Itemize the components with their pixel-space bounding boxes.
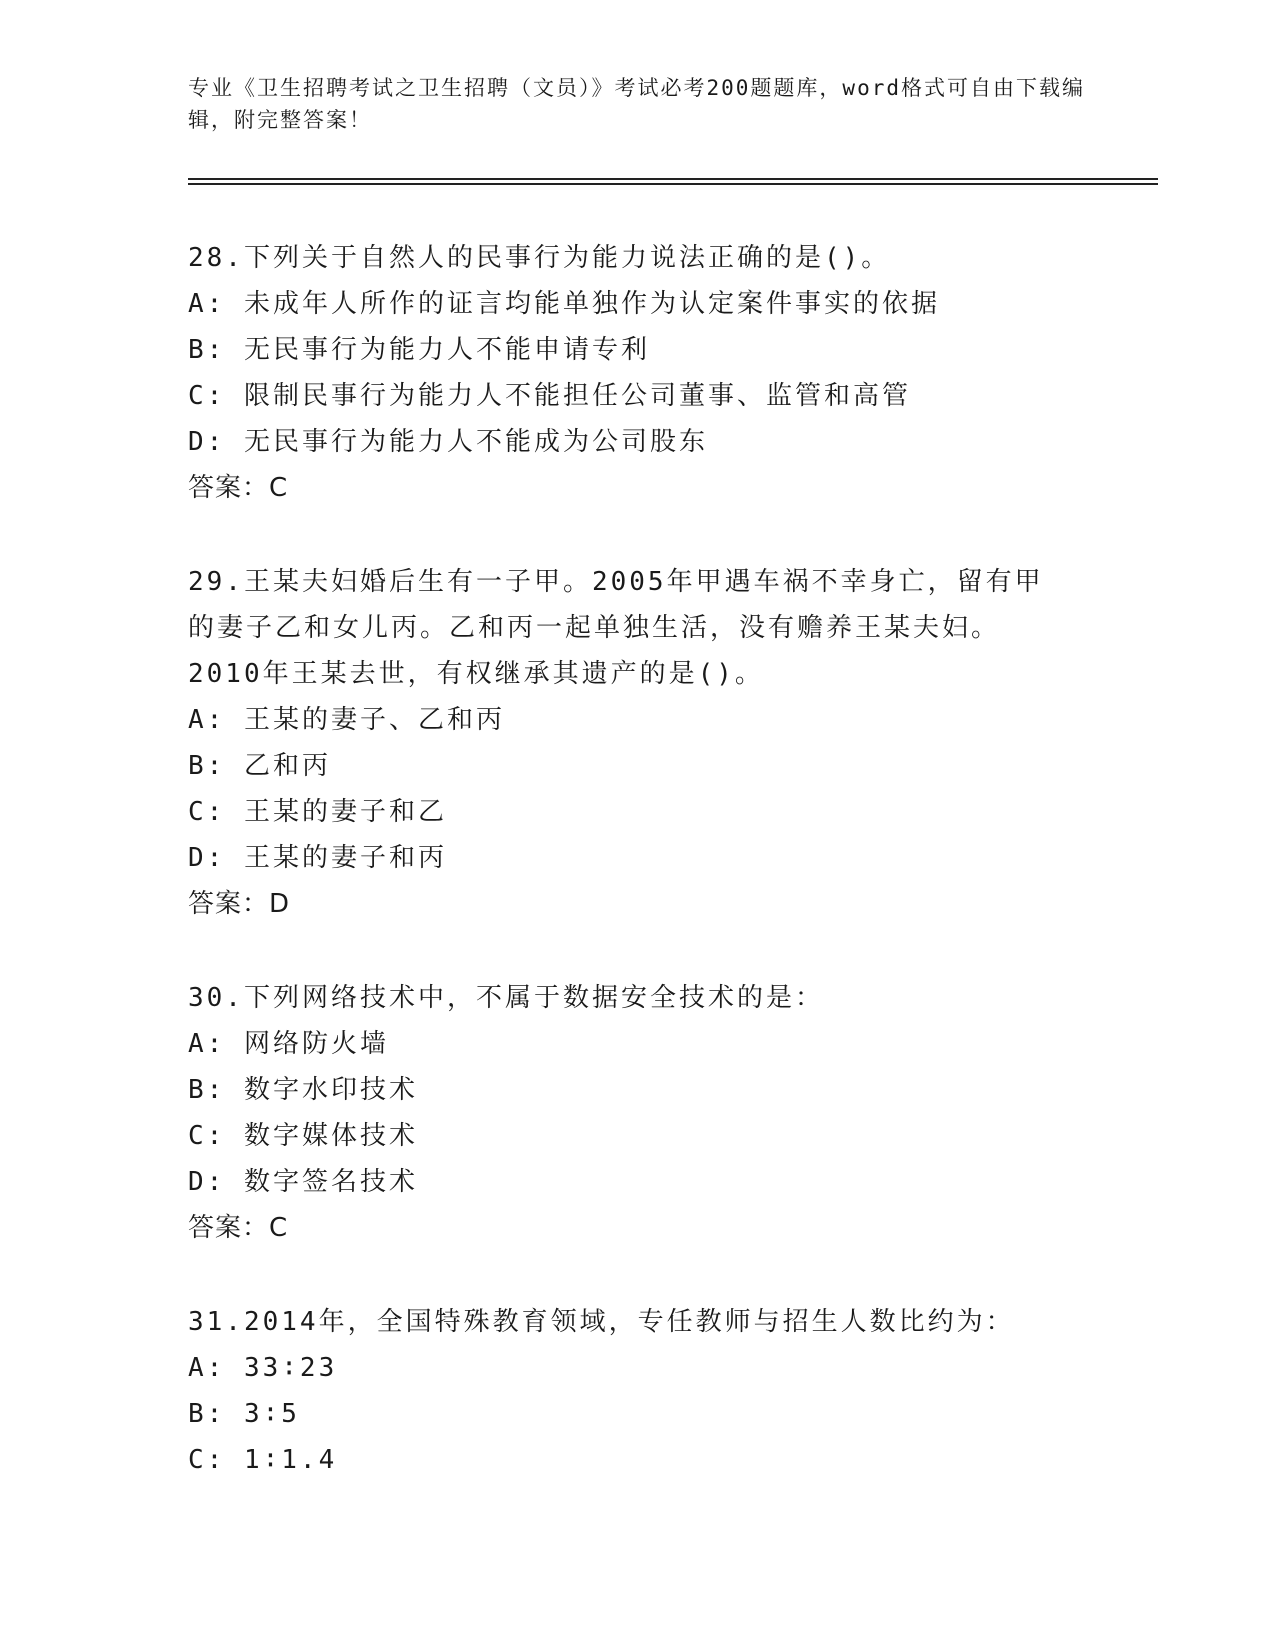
answer: 答案：C [188,1213,289,1243]
option-d: D: 无民事行为能力人不能成为公司股东 [188,427,708,457]
header-divider-top [188,178,1158,180]
option-b: B: 乙和丙 [188,751,331,781]
option-c: C: 王某的妻子和乙 [188,797,447,827]
question-30 [188,975,1088,1251]
question-28 [188,235,1088,511]
question-list [188,235,1088,1531]
option-b: B: 数字水印技术 [188,1075,418,1105]
option-c: C: 1∶1.4 [188,1445,338,1475]
question-stem: 30.下列网络技术中，不属于数据安全技术的是： [188,983,824,1013]
header-divider-bottom [188,183,1158,185]
option-c: C: 数字媒体技术 [188,1121,418,1151]
option-d: D: 王某的妻子和丙 [188,843,447,873]
document-header: 专业《卫生招聘考试之卫生招聘（文员）》考试必考200题题库，word格式可自由下载编辑，附完整答案！ [188,76,1085,132]
option-b: B: 无民事行为能力人不能申请专利 [188,335,650,365]
option-a: A: 33∶23 [188,1353,338,1383]
option-a: A: 未成年人所作的证言均能单独作为认定案件事实的依据 [188,289,940,319]
question-stem: 29.王某夫妇婚后生有一子甲。2005年甲遇车祸不幸身亡，留有甲的妻子乙和女儿丙。乙和丙一起单独生活，没有赡养王某夫妇。2010年王某去世，有权继承其遗产的是()。 [188,567,1044,689]
option-a: A: 网络防火墙 [188,1029,389,1059]
answer: 答案：D [188,889,291,919]
question-stem: 28.下列关于自然人的民事行为能力说法正确的是()。 [188,243,891,273]
answer: 答案：C [188,473,289,503]
option-b: B: 3∶5 [188,1399,300,1429]
question-29 [188,559,1088,927]
option-a: A: 王某的妻子、乙和丙 [188,705,505,735]
option-d: D: 数字签名技术 [188,1167,418,1197]
question-31 [188,1299,1088,1483]
option-c: C: 限制民事行为能力人不能担任公司董事、监管和高管 [188,381,911,411]
question-stem: 31.2014年，全国特殊教育领域，专任教师与招生人数比约为： [188,1307,1015,1337]
